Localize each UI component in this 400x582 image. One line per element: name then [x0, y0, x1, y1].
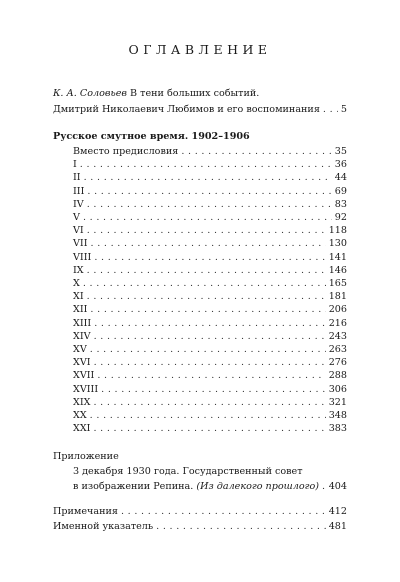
appendix-line-2-italic: (Из далекого прошлого) — [196, 481, 319, 492]
dot-leader — [181, 146, 331, 158]
toc-entry-label: Именной указатель — [53, 521, 154, 532]
toc-entry-page: 118 — [328, 225, 347, 237]
toc-entry-label: XX — [73, 410, 87, 421]
toc-entry-chapter[interactable] — [73, 357, 347, 369]
dot-leader — [84, 172, 332, 184]
dot-leader — [83, 278, 326, 290]
toc-entry-page: 383 — [328, 423, 347, 435]
toc-entry-page: 263 — [328, 344, 347, 355]
toc-entry-label: III — [73, 185, 85, 197]
toc-entry-appendix[interactable] — [73, 481, 347, 493]
toc-entry-chapter[interactable] — [73, 146, 347, 158]
dot-leader — [94, 331, 326, 343]
intro-line-1 — [53, 88, 259, 100]
dot-leader — [93, 397, 325, 409]
toc-entry-chapter[interactable] — [73, 318, 347, 330]
appendix-line-1: 3 декабря 1930 года. Государственный совет — [73, 466, 303, 477]
appendix-line-2-text: в изображении Репина. — [73, 481, 197, 492]
toc-entry-page: 146 — [328, 264, 347, 276]
intro-title: В тени больших событий. — [130, 88, 260, 99]
toc-entry-label: XXI — [73, 423, 91, 435]
toc-entry-page: 404 — [328, 481, 347, 492]
toc-entry-page: 83 — [334, 198, 347, 210]
dot-leader — [87, 265, 326, 277]
toc-entry-chapter[interactable] — [73, 212, 347, 224]
toc-entry-label: XVIII — [73, 383, 99, 395]
toc-entry-label: Дмитрий Николаевич Любимов и его воспоминания — [53, 104, 320, 115]
toc-entry-page: 321 — [328, 396, 347, 408]
toc-entry-page: 141 — [328, 251, 347, 263]
dot-leader — [93, 423, 325, 435]
toc-entry-chapter[interactable] — [73, 344, 347, 356]
dot-leader — [83, 212, 332, 224]
toc-entry-chapter[interactable] — [73, 370, 347, 382]
toc-entry-page: 306 — [328, 383, 347, 395]
toc-entry-intro[interactable] — [53, 104, 347, 116]
toc-entry-chapter[interactable] — [73, 291, 347, 303]
dot-leader — [90, 304, 325, 316]
dot-leader — [87, 291, 326, 303]
toc-entry-label: XI — [73, 291, 84, 303]
toc-entry-index[interactable] — [53, 521, 347, 533]
toc-entry-page: 348 — [328, 410, 347, 421]
toc-entry-page: 36 — [334, 159, 347, 171]
dot-leader — [156, 521, 326, 533]
dot-leader — [94, 252, 325, 264]
dot-leader — [80, 159, 332, 171]
toc-entry-page: 181 — [328, 291, 347, 303]
dot-leader — [87, 199, 332, 211]
toc-entry-page: 216 — [328, 317, 347, 329]
toc-entry-page: 288 — [328, 370, 347, 382]
toc-entry-chapter[interactable] — [73, 423, 347, 435]
toc-entry-chapter[interactable] — [73, 384, 347, 396]
dot-leader — [90, 410, 326, 422]
toc-entry-label: Примечания — [53, 506, 118, 517]
toc-entry-page: 130 — [328, 238, 347, 250]
toc-entry-chapter[interactable] — [73, 172, 347, 184]
toc-entry-label: XIV — [73, 330, 91, 342]
toc-entry-chapter[interactable] — [73, 238, 347, 250]
dot-leader — [87, 186, 331, 198]
toc-entry-page: 206 — [328, 304, 347, 316]
toc-entry-label: IV — [73, 198, 84, 210]
toc-entry-page: 243 — [328, 330, 347, 342]
toc-entry-page: 481 — [328, 521, 347, 532]
dot-leader — [87, 225, 326, 237]
dot-leader — [97, 370, 325, 382]
toc-entry-chapter[interactable] — [73, 186, 347, 198]
toc-entry-page: 165 — [328, 278, 347, 289]
toc-entry-page: 5 — [340, 104, 347, 115]
dot-leader — [121, 506, 326, 518]
dot-leader — [91, 238, 326, 250]
toc-entry-chapter[interactable] — [73, 225, 347, 237]
toc-entry-page: 276 — [328, 357, 347, 369]
toc-entry-chapter[interactable] — [73, 410, 347, 422]
dot-leader — [101, 384, 326, 396]
toc-entry-chapter[interactable] — [73, 331, 347, 343]
intro-author: К. А. Соловьев — [53, 88, 127, 99]
toc-entry-label: V — [73, 212, 80, 223]
toc-entry-label: VI — [73, 225, 84, 237]
appendix-heading: Приложение — [53, 451, 119, 462]
toc-entry-label: XII — [73, 304, 88, 316]
toc-entry-page: 92 — [334, 212, 347, 223]
toc-entry-page: 412 — [328, 506, 347, 517]
toc-entry-chapter[interactable] — [73, 304, 347, 316]
toc-entry-label: XIII — [73, 317, 92, 329]
toc-entry-label: VII — [73, 238, 88, 250]
toc-entry-page: 44 — [334, 172, 347, 184]
toc-entry-label: XVII — [73, 370, 95, 382]
toc-entry-chapter[interactable] — [73, 265, 347, 277]
toc-entry-notes[interactable] — [53, 506, 347, 518]
toc-entry-label: XIX — [73, 396, 91, 408]
dot-leader — [323, 104, 338, 116]
toc-entry-label: XV — [73, 344, 87, 355]
toc-entry-chapter[interactable] — [73, 397, 347, 409]
toc-entry-label: VIII — [73, 251, 92, 263]
toc-entry-label: IX — [73, 264, 84, 276]
section-heading: Русское смутное время. 1902–1906 — [53, 131, 250, 142]
toc-entry-chapter[interactable] — [73, 278, 347, 290]
toc-entry-chapter[interactable] — [73, 199, 347, 211]
page-title: ОГЛАВЛЕНИЕ — [128, 42, 272, 57]
dot-leader — [90, 344, 326, 356]
dot-leader — [94, 357, 326, 369]
toc-entry-label — [73, 481, 319, 493]
toc-entry-page: 69 — [334, 185, 347, 197]
dot-leader — [322, 481, 326, 493]
dot-leader — [94, 318, 325, 330]
toc-entry-label: Вместо предисловия — [73, 146, 179, 157]
toc-entry-label: XVI — [73, 357, 91, 369]
toc-entry-label: II — [73, 172, 81, 184]
toc-entry-chapter[interactable] — [73, 159, 347, 171]
toc-entry-chapter[interactable] — [73, 252, 347, 264]
toc-entry-label: I — [73, 159, 77, 171]
toc-entry-page: 35 — [334, 146, 347, 157]
toc-entry-label: X — [73, 278, 80, 289]
